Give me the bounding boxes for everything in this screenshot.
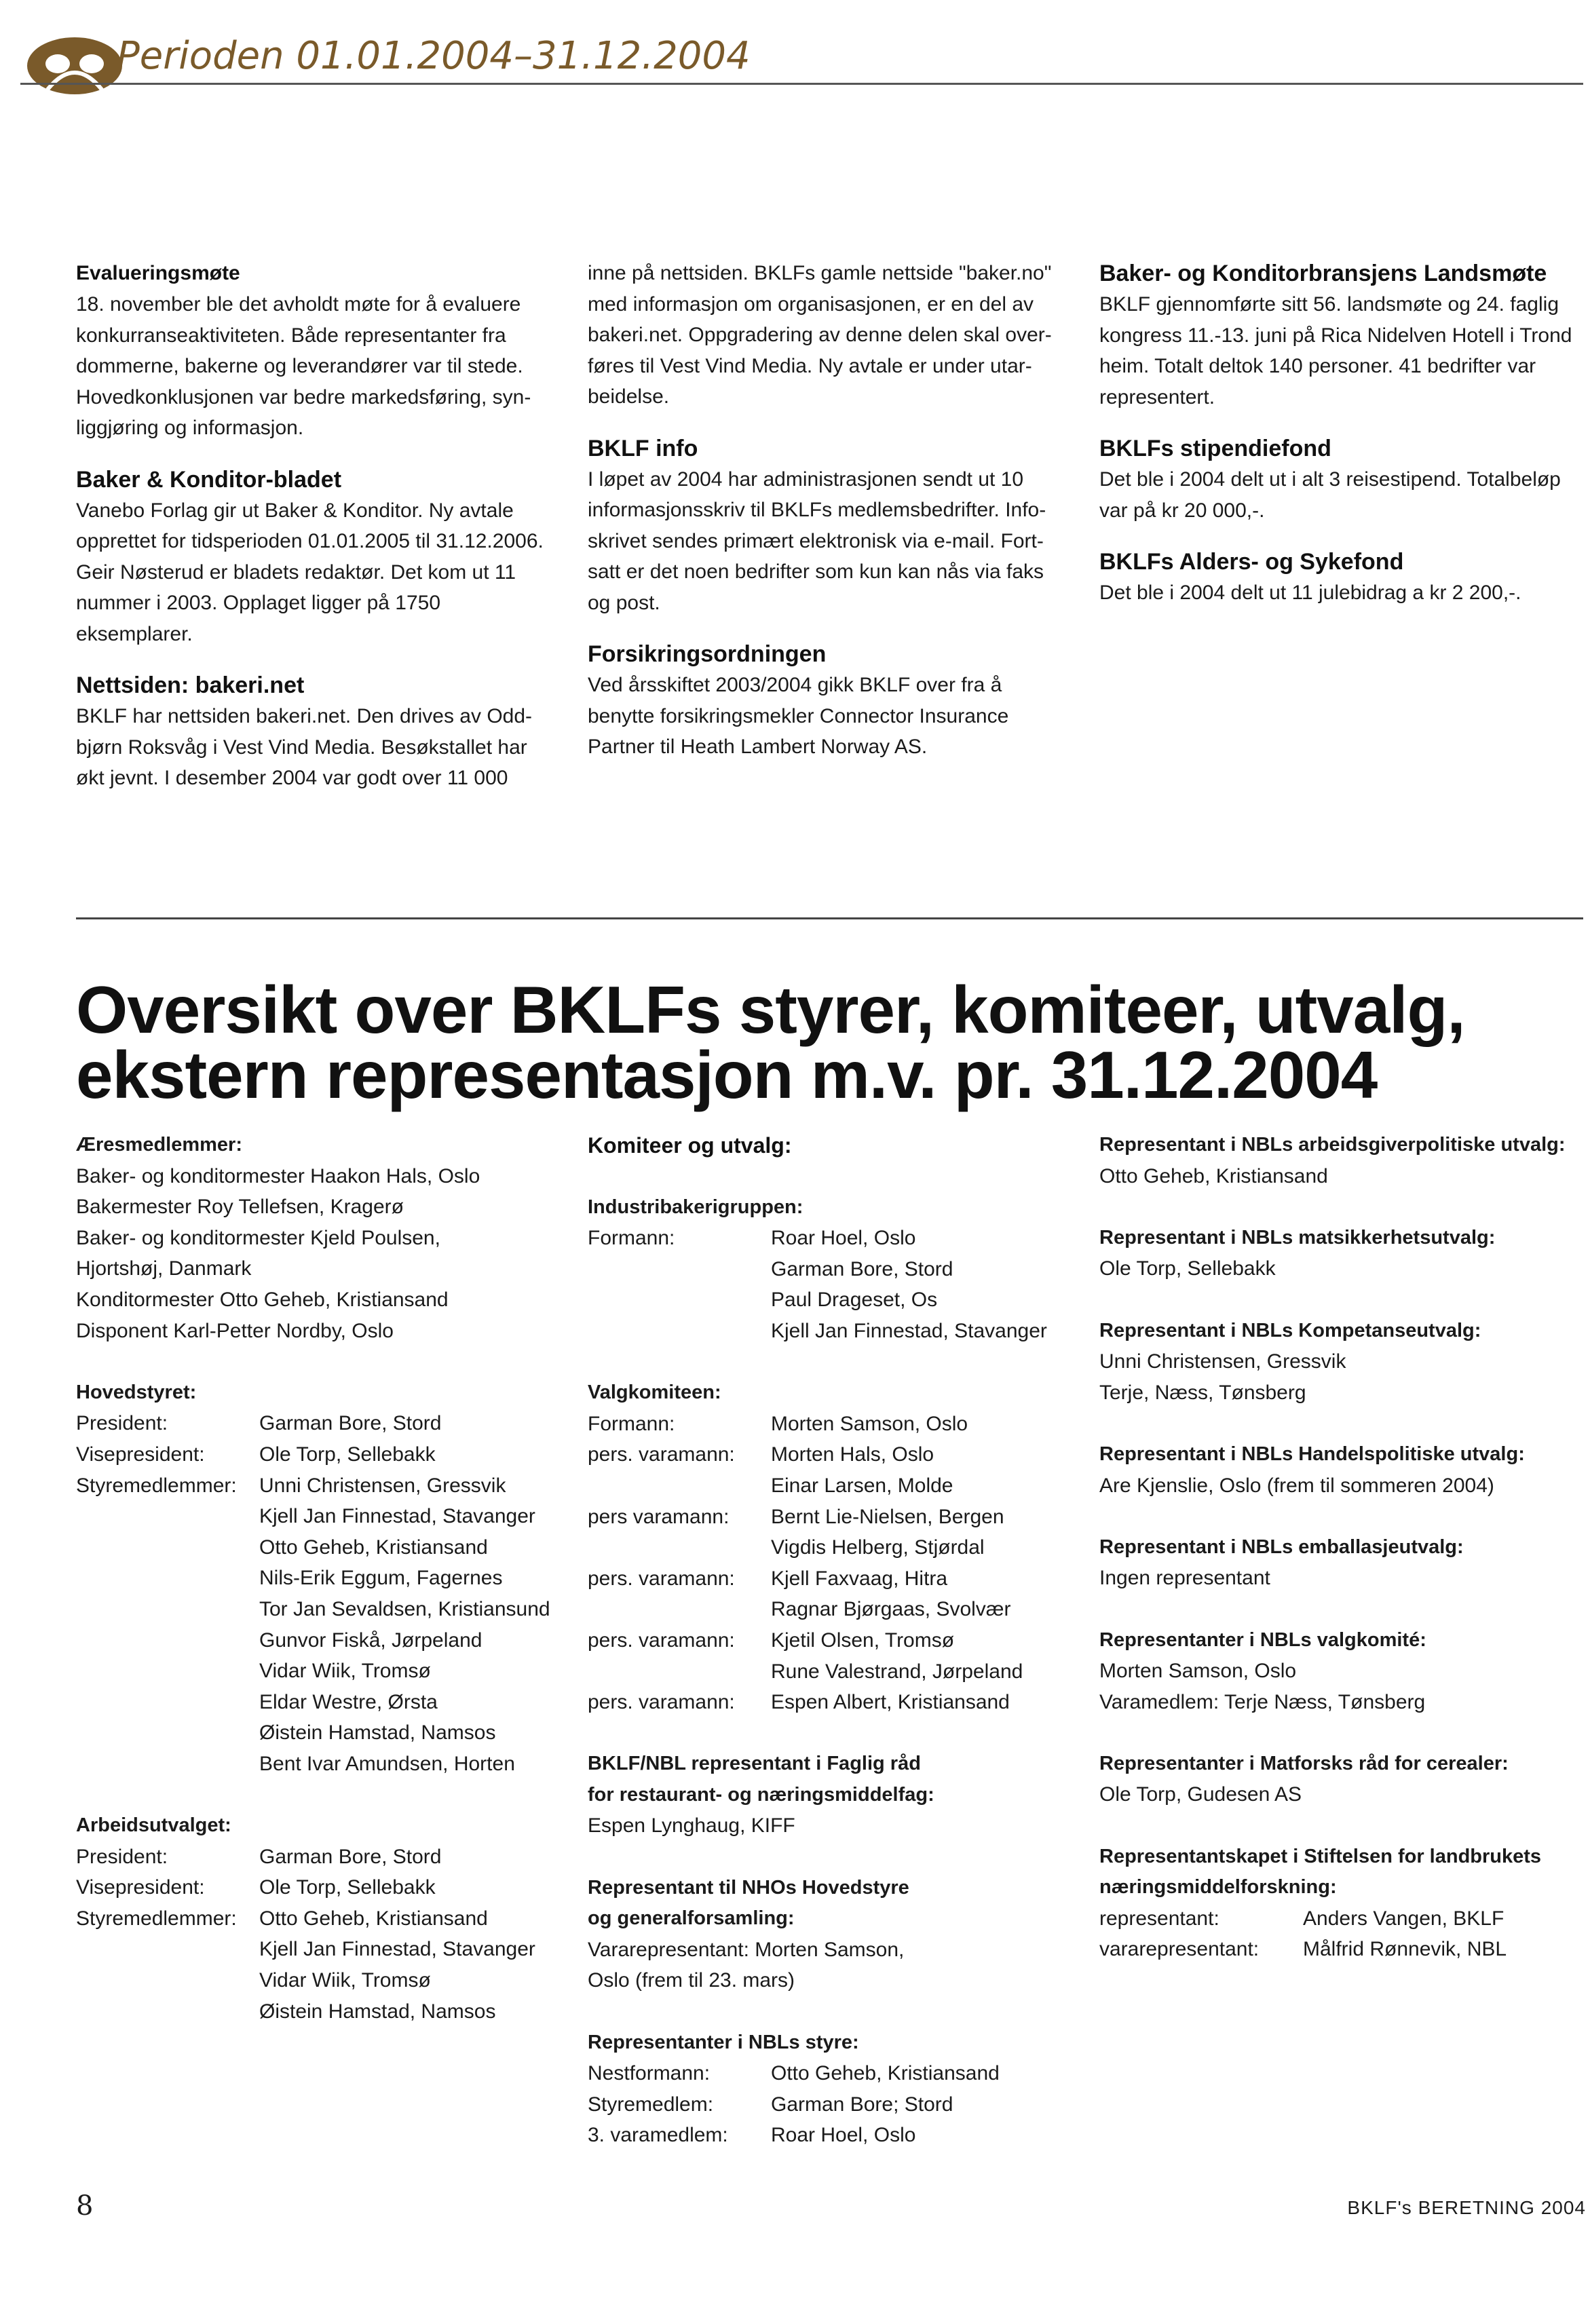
text-line: satt er det noen bedrifter som kun kan nås via faks <box>588 560 1044 583</box>
list-item: President: Garman Bore, Stord <box>76 1845 442 1868</box>
section-heading: Baker- og Konditorbransjens Landsmøte <box>1099 261 1547 286</box>
list-heading: Representantskapet i Stiftelsen for landbrukets <box>1099 1845 1542 1867</box>
text-line: beidelse. <box>588 385 670 408</box>
list-heading: Æresmedlemmer: <box>76 1134 242 1156</box>
list-item: President: Garman Bore, Stord <box>76 1412 442 1435</box>
page-title <box>76 972 1569 1112</box>
list-item: pers. varamann: Espen Albert, Kristiansand <box>588 1691 1010 1714</box>
text-line: benytte forsikringsmekler Connector Insurance <box>588 704 1009 727</box>
list-heading: Representant i NBLs Kompetanseutvalg: <box>1099 1319 1481 1341</box>
page-header <box>0 20 1590 109</box>
text-line: I løpet av 2004 har administrasjonen sendt ut 10 <box>588 468 1024 491</box>
text-line: opprettet for tidsperioden 01.01.2005 til 31.12.2006. <box>76 530 544 552</box>
paragraph <box>76 495 551 650</box>
lower-column-2 <box>588 1130 1090 2151</box>
text-line: var på kr 20 000,-. <box>1099 499 1265 522</box>
text-line: Vanebo Forlag gir ut Baker & Konditor. Ny avtale <box>76 499 514 522</box>
lower-column-1 <box>76 1130 578 2027</box>
list-item: Ole Torp, Sellebakk <box>1099 1257 1276 1280</box>
text-line: økt jevnt. I desember 2004 var godt over 11 000 <box>76 767 508 789</box>
page-number: 8 <box>76 2190 94 2222</box>
list-item: Baker- og konditormester Haakon Hals, Oslo <box>76 1164 480 1187</box>
list-item: pers. varamann: Morten Hals, Oslo <box>588 1443 934 1466</box>
list-item: pers. varamann: Kjetil Olsen, Tromsø <box>588 1628 955 1652</box>
list-item: Paul Drageset, Os <box>771 1289 938 1312</box>
list-item: Vararepresentant: Morten Samson, <box>588 1938 905 1961</box>
list-item: Morten Samson, Oslo <box>1099 1660 1297 1683</box>
list-heading: Representant i NBLs emballasjeutvalg: <box>1099 1536 1464 1558</box>
list-item: Vigdis Helberg, Stjørdal <box>771 1536 985 1559</box>
list-heading: Komiteer og utvalg: <box>588 1133 792 1158</box>
list-item: Rune Valestrand, Jørpeland <box>771 1660 1023 1683</box>
list-item: Formann: Morten Samson, Oslo <box>588 1412 968 1435</box>
publication-name: BKLF's BERETNING 2004 <box>1347 2197 1586 2218</box>
list-heading: Representant til NHOs Hovedstyre <box>588 1876 909 1899</box>
list-heading: Representanter i Matforsks råd for cerealer: <box>1099 1752 1509 1774</box>
list-item: Bent Ivar Amundsen, Horten <box>259 1752 515 1775</box>
list-item: representant: Anders Vangen, BKLF <box>1099 1907 1504 1930</box>
list-item: pers varamann: Bernt Lie-Nielsen, Bergen <box>588 1505 1004 1528</box>
text-line: Geir Nøsterud er bladets redaktør. Det kom ut 11 <box>76 560 516 584</box>
list-item: pers. varamann: Kjell Faxvaag, Hitra <box>588 1567 948 1590</box>
section-heading: BKLFs stipendiefond <box>1099 436 1331 461</box>
list-item: Øistein Hamstad, Namsos <box>259 1721 496 1745</box>
text-line: Det ble i 2004 delt ut i alt 3 reisestipend. Totalbeløp <box>1099 468 1561 491</box>
paragraph <box>1099 464 1587 526</box>
list-item: Terje, Næss, Tønsberg <box>1099 1381 1306 1404</box>
list-item: Garman Bore, Stord <box>771 1257 953 1280</box>
list-item: Bakermester Roy Tellefsen, Kragerø <box>76 1196 404 1219</box>
list-item: Disponent Karl-Petter Nordby, Oslo <box>76 1319 394 1342</box>
list-heading: Industribakerigruppen: <box>588 1196 803 1218</box>
text-line: BKLF gjennomførte sitt 56. landsmøte og 24. faglig <box>1099 293 1559 316</box>
list-item: vararepresentant: Målfrid Rønnevik, NBL <box>1099 1938 1507 1961</box>
list-heading: BKLF/NBL representant i Faglig råd <box>588 1753 921 1775</box>
section-heading: BKLFs Alders- og Sykefond <box>1099 549 1404 575</box>
list-item: Espen Lynghaug, KIFF <box>588 1814 795 1837</box>
text-line: dommerne, bakerne og leverandører var til stede. <box>76 355 523 377</box>
text-line: Ved årsskiftet 2003/2004 gikk BKLF over fra å <box>588 674 1002 696</box>
text-line: liggjøring og informasjon. <box>76 417 304 439</box>
list-item: Kjell Jan Finnestad, Stavanger <box>259 1938 535 1961</box>
list-item: Formann: Roar Hoel, Oslo <box>588 1227 916 1250</box>
text-line: BKLF har nettsiden bakeri.net. Den drives av Odd- <box>76 705 533 727</box>
list-item: Nestformann: Otto Geheb, Kristiansand <box>588 2062 1000 2085</box>
section-heading: Baker & Konditor-bladet <box>76 466 342 493</box>
text-line: Partner til Heath Lambert Norway AS. <box>588 736 928 758</box>
title-line: Oversikt over BKLFs styrer, komiteer, utvalg, <box>76 972 1465 1047</box>
list-item: Baker- og konditormester Kjeld Poulsen, <box>76 1226 440 1249</box>
list-item: Otto Geheb, Kristiansand <box>1099 1164 1328 1187</box>
list-item: Nils-Erik Eggum, Fagernes <box>259 1567 503 1590</box>
list-item: Hjortshøj, Danmark <box>76 1257 252 1280</box>
period-title: Perioden 01.01.2004–31.12.2004 <box>117 34 751 78</box>
list-item: Kjell Jan Finnestad, Stavanger <box>771 1319 1047 1342</box>
text-line: med informasjon om organisasjonen, er en del av <box>588 292 1034 316</box>
paragraph <box>1099 577 1587 609</box>
text-line: representert. <box>1099 385 1215 408</box>
paragraph <box>1099 289 1587 413</box>
lower-column-3 <box>1099 1130 1587 1965</box>
text-line: og post. <box>588 591 660 614</box>
list-item: Varamedlem: Terje Næss, Tønsberg <box>1099 1690 1426 1713</box>
title-line: ekstern representasjon m.v. pr. 31.12.2004 <box>76 1037 1378 1112</box>
list-item: Visepresident: Ole Torp, Sellebakk <box>76 1876 436 1899</box>
paragraph <box>588 258 1076 413</box>
list-item: Styremedlem: Garman Bore; Stord <box>588 2093 953 2116</box>
list-item: 3. varamedlem: Roar Hoel, Oslo <box>588 2124 916 2147</box>
text-line: Hovedkonklusjonen var bedre markedsføring, syn- <box>76 385 531 408</box>
list-item: Vidar Wiik, Tromsø <box>259 1660 431 1683</box>
paragraph <box>76 701 551 794</box>
list-item: Otto Geheb, Kristiansand <box>259 1536 488 1559</box>
pretzel-logo-icon <box>20 28 129 103</box>
list-item: Ragnar Bjørgaas, Svolvær <box>771 1598 1011 1621</box>
section-divider <box>76 917 1583 919</box>
list-heading: Representanter i NBLs styre: <box>588 2031 859 2053</box>
section-heading: Evalueringsmøte <box>76 262 240 284</box>
list-item: Visepresident: Ole Torp, Sellebakk <box>76 1443 436 1466</box>
text-line: eksemplarer. <box>76 622 193 645</box>
list-item: Oslo (frem til 23. mars) <box>588 1969 795 1992</box>
section-heading: BKLF info <box>588 435 698 461</box>
text-line: bjørn Roksvåg i Vest Vind Media. Besøkstallet har <box>76 736 527 759</box>
paragraph <box>588 464 1076 619</box>
list-item: Gunvor Fiskå, Jørpeland <box>259 1628 482 1652</box>
list-item: Øistein Hamstad, Namsos <box>259 2000 496 2023</box>
list-heading: og generalforsamling: <box>588 1907 795 1930</box>
list-item: Unni Christensen, Gressvik <box>1099 1350 1346 1373</box>
list-item: Ingen representant <box>1099 1567 1270 1590</box>
paragraph <box>76 289 551 444</box>
text-line: heim. Totalt deltok 140 personer. 41 bedrifter var <box>1099 355 1536 377</box>
list-item: Styremedlemmer: Unni Christensen, Gressvik <box>76 1474 506 1497</box>
upper-column-2 <box>588 258 1076 763</box>
list-item: Kjell Jan Finnestad, Stavanger <box>259 1505 535 1528</box>
list-heading: Valgkomiteen: <box>588 1382 721 1404</box>
list-item: Styremedlemmer: Otto Geheb, Kristiansand <box>76 1907 488 1930</box>
list-heading: Arbeidsutvalget: <box>76 1814 231 1837</box>
upper-column-1 <box>76 258 551 794</box>
paragraph <box>588 670 1076 763</box>
list-heading: Representant i NBLs matsikkerhetsutvalg: <box>1099 1226 1496 1249</box>
header-divider <box>20 83 1583 85</box>
text-line: inne på nettsiden. BKLFs gamle nettside "baker.no" <box>588 262 1052 284</box>
list-item: Are Kjenslie, Oslo (frem til sommeren 2004) <box>1099 1474 1494 1497</box>
text-line: nummer i 2003. Opplaget ligger på 1750 <box>76 592 441 614</box>
text-line: informasjonsskriv til BKLFs medlemsbedrifter. Info- <box>588 499 1046 521</box>
text-line: 18. november ble det avholdt møte for å evaluere <box>76 293 521 316</box>
list-heading: Hovedstyret: <box>76 1381 197 1403</box>
text-line: bakeri.net. Oppgradering av denne delen skal over- <box>588 324 1052 346</box>
list-item: Tor Jan Sevaldsen, Kristiansund <box>259 1597 550 1620</box>
list-item: Ole Torp, Gudesen AS <box>1099 1783 1302 1806</box>
section-heading: Nettsiden: bakeri.net <box>76 672 305 698</box>
list-heading: næringsmiddelforskning: <box>1099 1876 1337 1899</box>
list-item: Konditormester Otto Geheb, Kristiansand <box>76 1288 449 1311</box>
list-heading: for restaurant- og næringsmiddelfag: <box>588 1783 934 1806</box>
text-line: skrivet sendes primært elektronisk via e-mail. Fort- <box>588 529 1044 552</box>
list-item: Einar Larsen, Molde <box>771 1474 953 1497</box>
section-heading: Forsikringsordningen <box>588 641 827 667</box>
list-heading: Representanter i NBLs valgkomité: <box>1099 1628 1426 1651</box>
text-line: Det ble i 2004 delt ut 11 julebidrag a kr 2 200,-. <box>1099 582 1521 604</box>
list-item: Vidar Wiik, Tromsø <box>259 1969 431 1992</box>
text-line: kongress 11.-13. juni på Rica Nidelven Hotell i Trond <box>1099 324 1572 347</box>
text-line: konkurranseaktiviteten. Både representanter fra <box>76 324 506 347</box>
text-line: føres til Vest Vind Media. Ny avtale er under utar- <box>588 354 1032 377</box>
upper-column-3 <box>1099 258 1587 609</box>
list-heading: Representant i NBLs Handelspolitiske utvalg: <box>1099 1443 1525 1465</box>
list-heading: Representant i NBLs arbeidsgiverpolitiske utvalg: <box>1099 1134 1566 1156</box>
list-item: Eldar Westre, Ørsta <box>259 1690 438 1713</box>
